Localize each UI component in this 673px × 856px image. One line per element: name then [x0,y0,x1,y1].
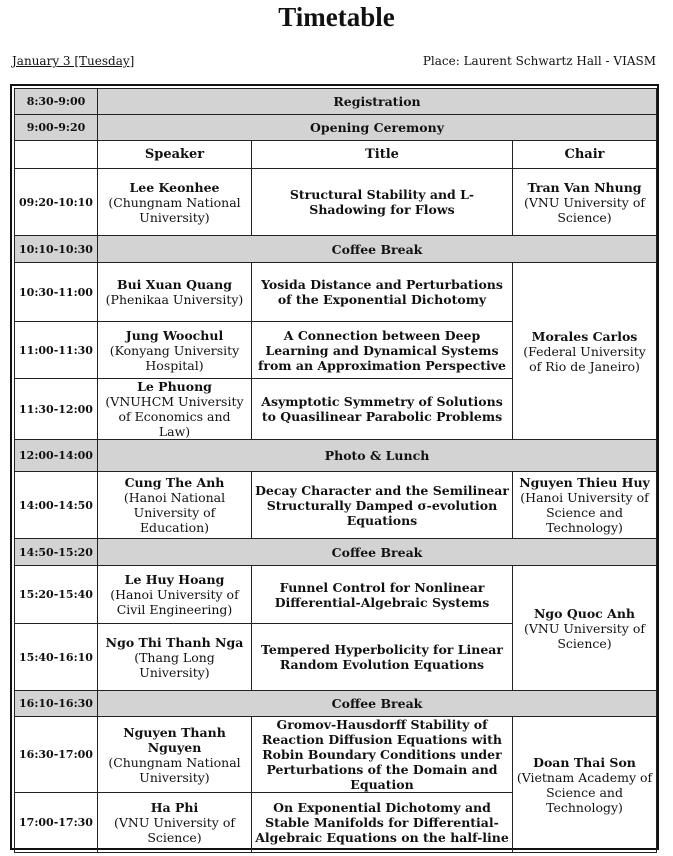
speaker-cell [98,322,252,379]
time-cell: 9:00-9:20 [15,115,98,141]
table-row [15,691,657,717]
time-cell: 17:00-17:30 [15,793,98,853]
table-row [15,169,657,236]
speaker-cell [98,379,252,440]
time-cell: 8:30-9:00 [15,89,98,115]
page-title: Timetable [278,2,395,32]
table-row [15,539,657,566]
table-row [15,89,657,115]
speaker-affiliation: (Thang Long University) [134,649,215,680]
chair-name: Doan Thai Son [533,754,636,770]
talk-title: Tempered Hyperbolicity for Linear Random Evolution Equations [252,624,513,691]
speaker-cell [98,169,252,236]
session-label: Opening Ceremony [98,115,657,141]
speaker-cell [98,624,252,691]
speaker-name: Nguyen Thanh Nguyen [123,724,226,755]
speaker-cell [98,793,252,853]
speaker-affiliation: (Hanoi University of Civil Engineering) [110,587,239,617]
chair-cell [513,717,657,853]
talk-title: Decay Character and the Semilinear Structurally Damped σ-evolution Equations [252,472,513,539]
table-row [15,566,657,624]
time-cell: 14:50-15:20 [15,539,98,566]
chair-name: Morales Carlos [531,328,638,344]
chair-cell [513,263,657,440]
speaker-affiliation: (Hanoi National University of Education) [123,490,226,535]
chair-affiliation: (VNU University of Science) [524,194,645,225]
table-row [15,717,657,793]
time-cell: 15:40-16:10 [15,624,98,691]
timetable [14,88,657,853]
table-row [15,472,657,539]
chair-cell [513,566,657,691]
time-cell: 10:10-10:30 [15,236,98,263]
session-label: Coffee Break [98,691,657,717]
speaker-name: Jung Woochul [125,327,224,343]
talk-title: Gromov-Hausdorff Stability of Reaction Diffusion Equations with Robin Boundary Conditions under Perturbations of the Domain and Equation [252,717,513,793]
speaker-cell [98,263,252,322]
session-label: Registration [98,89,657,115]
chair-name: Nguyen Thieu Huy [519,475,650,490]
speaker-affiliation: (VNU University of Science) [114,815,235,845]
talk-title: A Connection between Deep Learning and Dynamical Systems from an Approximation Perspective [252,322,513,379]
speaker-affiliation: (Konyang University Hospital) [109,342,240,373]
speaker-affiliation: (VNUHCM University of Economics and Law) [105,394,244,439]
chair-name: Tran Van Nhung [527,179,642,195]
speaker-name: Le Phuong [137,379,212,394]
speaker-affiliation: (Chungnam National University) [108,194,241,225]
session-label: Coffee Break [98,236,657,263]
chair-affiliation: (Hanoi University of Science and Technology) [520,490,649,535]
time-cell: 11:00-11:30 [15,322,98,379]
event-place: Place: Laurent Schwartz Hall - VIASM [422,54,656,68]
time-cell: 12:00-14:00 [15,440,98,472]
chair-affiliation: (VNU University of Science) [524,620,645,651]
time-cell: 10:30-11:00 [15,263,98,322]
talk-title: Yosida Distance and Perturbations of the Exponential Dichotomy [252,263,513,322]
session-label: Coffee Break [98,539,657,566]
speaker-name: Lee Keonhee [129,179,220,195]
speaker-cell [98,717,252,793]
title-column-header: Title [252,141,513,169]
table-row [15,236,657,263]
table-row [15,263,657,322]
time-cell: 15:20-15:40 [15,566,98,624]
column-header-row [15,141,657,169]
speaker-affiliation: (Phenikaa University) [105,292,244,307]
speaker-cell [98,566,252,624]
speaker-name: Cung The Anh [124,475,225,490]
session-label: Photo & Lunch [98,440,657,472]
time-cell: 16:10-16:30 [15,691,98,717]
chair-column-header: Chair [513,141,657,169]
chair-affiliation: (Federal University of Rio de Janeiro) [523,343,646,374]
talk-title: Funnel Control for Nonlinear Differential-Algebraic Systems [252,566,513,624]
speaker-affiliation: (Chungnam National University) [108,754,241,785]
event-date: January 3 [Tuesday] [12,54,135,68]
time-cell: 11:30-12:00 [15,379,98,440]
blank-header-cell [15,141,98,169]
chair-cell [513,472,657,539]
speaker-name: Ha Phi [150,800,199,815]
time-cell: 14:00-14:50 [15,472,98,539]
time-cell: 16:30-17:00 [15,717,98,793]
speaker-name: Ngo Thi Thanh Nga [105,634,244,650]
chair-name: Ngo Quoc Anh [534,605,636,621]
talk-title: Structural Stability and L-Shadowing for Flows [252,169,513,236]
speaker-name: Bui Xuan Quang [117,277,232,292]
table-row [15,440,657,472]
chair-cell [513,169,657,236]
table-row [15,115,657,141]
time-cell: 09:20-10:10 [15,169,98,236]
talk-title: On Exponential Dichotomy and Stable Manifolds for Differential-Algebraic Equations on the half-line [252,793,513,853]
speaker-cell [98,472,252,539]
talk-title: Asymptotic Symmetry of Solutions to Quasilinear Parabolic Problems [252,379,513,440]
speaker-name: Le Huy Hoang [124,572,225,587]
speaker-column-header: Speaker [98,141,252,169]
chair-affiliation: (Vietnam Academy of Science and Technology) [516,769,653,815]
